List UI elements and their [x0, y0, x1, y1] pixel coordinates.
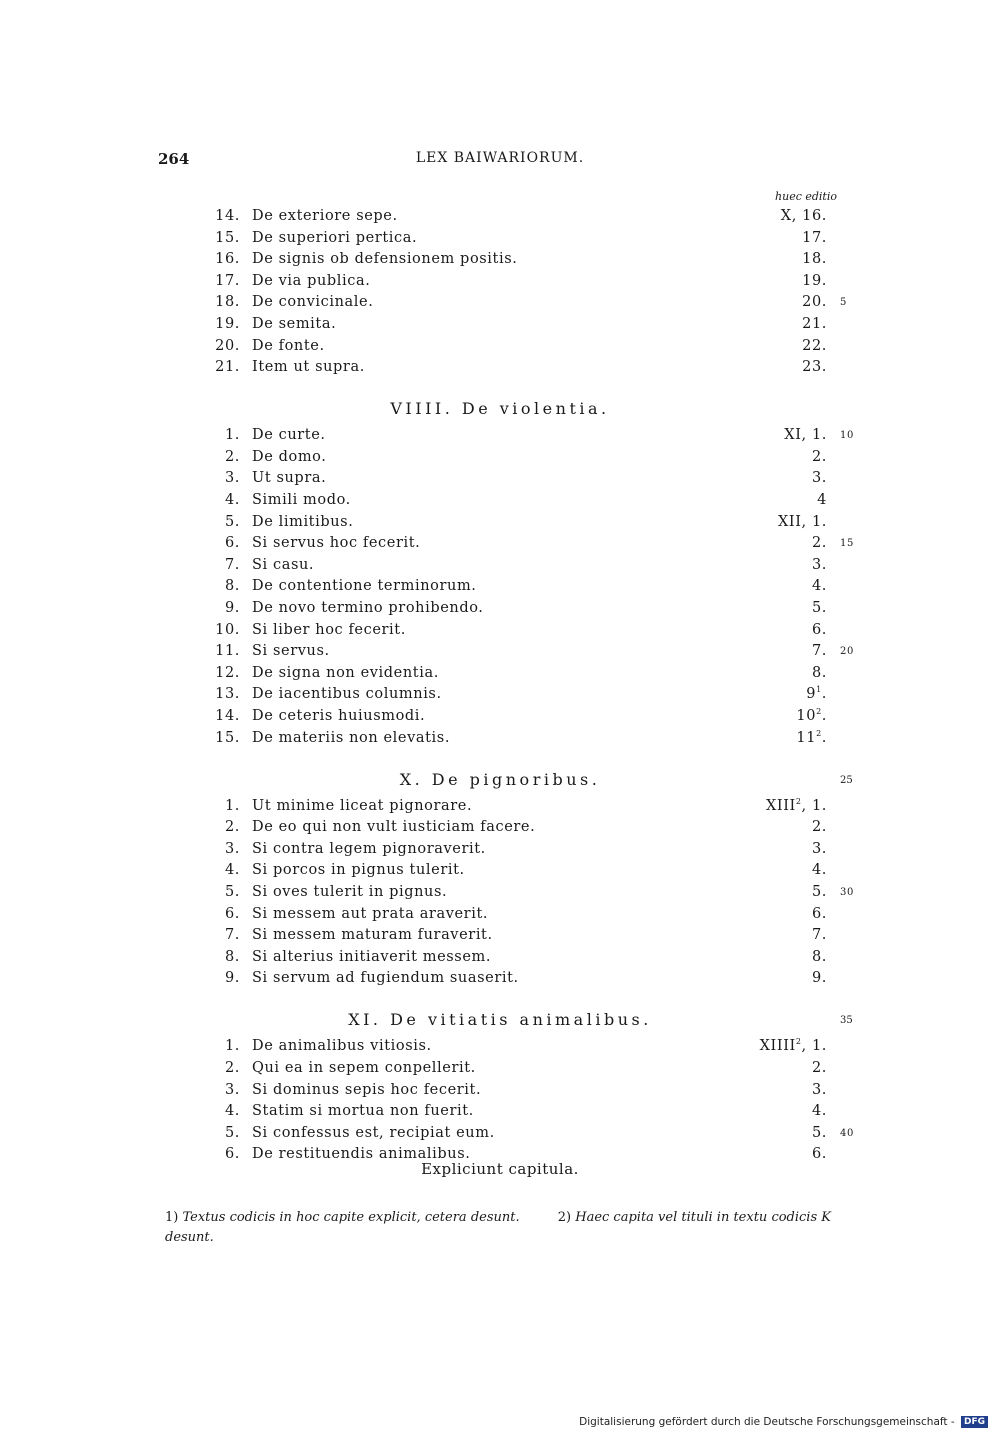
item-number: 15. [215, 229, 240, 246]
item-number: 3. [224, 1081, 240, 1098]
item-title: Si dominus sepis hoc fecerit. [252, 1081, 482, 1098]
list-item [200, 578, 860, 599]
item-reference [720, 578, 827, 594]
list-item [200, 294, 860, 315]
item-title: Si liber hoc fecerit. [252, 621, 406, 638]
reference-value: 21. [802, 316, 827, 332]
item-title: Item ut supra. [252, 359, 365, 376]
list-item [200, 730, 860, 751]
item-title: Si alterius initiaverit messem. [252, 948, 492, 965]
item-reference [720, 600, 827, 616]
item-reference [720, 208, 827, 224]
item-number: 4. [224, 862, 240, 879]
footnotes [165, 1208, 837, 1248]
item-title: Simili modo. [252, 492, 351, 508]
reference-suffix: . [821, 686, 827, 703]
item-title: De via publica. [252, 272, 371, 289]
list-item [200, 1125, 860, 1146]
item-reference [720, 665, 827, 681]
item-number: 6. [224, 535, 240, 552]
line-number: 25 [840, 774, 853, 786]
item-reference [720, 316, 827, 332]
list-item [200, 449, 860, 470]
item-number: 10. [215, 621, 240, 638]
item-title: De convicinale. [252, 294, 374, 311]
reference-suffix: . [821, 708, 827, 724]
item-title: De domo. [252, 448, 327, 465]
item-number: 3. [224, 840, 240, 857]
list-item [200, 359, 860, 380]
item-title: De contentione terminorum. [252, 578, 477, 595]
item-title: De curte. [252, 427, 326, 444]
reference-value: 5. [811, 884, 827, 900]
list-item [200, 798, 860, 819]
reference-value: 4. [811, 578, 827, 595]
footnote-reference: 2 [795, 796, 802, 806]
item-title: De signa non evidentia. [252, 664, 439, 681]
item-number: 13. [215, 686, 240, 703]
list-item [200, 1060, 860, 1081]
reference-value: 8. [811, 664, 827, 681]
reference-value: 4 [817, 492, 827, 508]
list-item [200, 492, 860, 513]
item-reference [720, 884, 827, 900]
reference-value: 3. [811, 1081, 827, 1098]
item-reference [720, 1103, 827, 1119]
list-item [200, 884, 860, 905]
item-reference [720, 622, 827, 638]
item-title: De signis ob defensionem positis. [252, 251, 518, 268]
item-reference [720, 927, 827, 943]
item-number: 1. [224, 1038, 240, 1055]
reference-value: 5. [811, 600, 827, 616]
item-title: De eo qui non vult iusticiam facere. [252, 819, 536, 836]
item-title: Si confessus est, recipiat eum. [252, 1124, 495, 1141]
reference-value: 2. [811, 819, 827, 836]
list-item [200, 600, 860, 621]
item-title: Si contra legem pignoraverit. [252, 840, 486, 857]
reference-value: 3. [811, 556, 827, 573]
list-item [200, 1038, 860, 1059]
item-number: 2. [224, 819, 240, 836]
item-number: 8. [224, 948, 240, 965]
reference-value: 18. [802, 251, 827, 268]
item-title: De novo termino prohibendo. [252, 600, 484, 616]
item-number: 1. [224, 427, 240, 444]
item-number: 8. [224, 578, 240, 595]
item-reference [720, 230, 827, 246]
reference-value: 3. [811, 470, 827, 487]
item-reference [720, 449, 827, 465]
item-reference [720, 1038, 827, 1054]
item-reference [720, 492, 827, 508]
reference-value: 17. [802, 229, 827, 246]
item-reference [720, 819, 827, 835]
item-reference [720, 557, 827, 573]
list-item [200, 906, 860, 927]
reference-value: 7. [811, 643, 827, 660]
list-item [200, 273, 860, 294]
item-reference [720, 359, 827, 375]
item-reference [720, 686, 827, 702]
item-title: Statim si mortua non fuerit. [252, 1103, 474, 1120]
item-number: 9. [224, 970, 240, 987]
reference-value: XI, 1. [784, 427, 827, 444]
reference-value: 6. [811, 905, 827, 922]
item-title: Ut minime liceat pignorare. [252, 797, 473, 814]
footnote-reference: 2 [816, 707, 822, 717]
footnote-text: Haec capita vel tituli in textu codicis K desunt. [165, 1210, 831, 1245]
item-number: 5. [224, 884, 240, 900]
reference-value: XIIII [759, 1038, 796, 1055]
item-title: De superiori pertica. [252, 229, 418, 246]
item-reference [720, 949, 827, 965]
item-number: 4. [224, 1103, 240, 1120]
list-item [200, 316, 860, 337]
item-number: 3. [224, 470, 240, 487]
item-reference [720, 251, 827, 267]
section-heading: VIIII. De violentia. [390, 399, 610, 419]
item-reference [720, 906, 827, 922]
list-item [200, 1103, 860, 1124]
list-item [200, 230, 860, 251]
reference-value: 2. [811, 448, 827, 465]
item-reference [720, 730, 827, 746]
item-number: 1. [224, 797, 240, 814]
item-reference [720, 708, 827, 724]
item-reference [720, 841, 827, 857]
line-number: 20 [840, 646, 854, 658]
reference-value: 19. [802, 272, 827, 289]
item-number: 18. [215, 294, 240, 311]
line-number: 10 [840, 430, 854, 442]
reference-value: 6. [811, 1146, 827, 1163]
reference-value: 8. [811, 948, 827, 965]
item-reference [720, 427, 827, 443]
list-item [200, 338, 860, 359]
list-item [200, 970, 860, 991]
line-number: 5 [840, 297, 847, 309]
item-reference [720, 798, 827, 814]
running-title: LEX BAIWARIORUM. [415, 150, 585, 166]
item-number: 6. [224, 1146, 240, 1163]
item-title: Si casu. [252, 556, 315, 573]
item-reference [720, 1125, 827, 1141]
line-number: 15 [840, 538, 854, 550]
credit-text: Digitalisierung gefördert durch die Deutsche Forschungsgemeinschaft - [579, 1416, 955, 1428]
item-title: Si servus hoc fecerit. [252, 535, 421, 552]
item-reference [720, 294, 827, 310]
list-item [200, 622, 860, 643]
item-number: 20. [215, 337, 240, 354]
item-number: 7. [224, 927, 240, 944]
item-title: De restituendis animalibus. [252, 1146, 471, 1163]
list-item [200, 427, 860, 448]
item-reference [720, 338, 827, 354]
item-reference [720, 1082, 827, 1098]
line-number: 40 [840, 1127, 854, 1139]
item-number: 2. [224, 1060, 240, 1076]
list-item [200, 557, 860, 578]
item-number: 11. [215, 643, 240, 660]
item-number: 19. [215, 316, 240, 332]
reference-value: 7. [811, 927, 827, 944]
item-title: De exteriore sepe. [252, 208, 398, 224]
item-title: Qui ea in sepem conpellerit. [252, 1060, 476, 1076]
digitization-credit [579, 1416, 988, 1428]
item-title: De materiis non elevatis. [252, 729, 451, 746]
list-item [200, 514, 860, 535]
reference-value: 2. [811, 1060, 827, 1076]
item-number: 6. [224, 905, 240, 922]
list-item [200, 470, 860, 491]
list-item [200, 708, 860, 729]
item-title: De fonte. [252, 337, 325, 354]
item-number: 15. [215, 729, 240, 746]
reference-value: 3. [811, 840, 827, 857]
list-item [200, 208, 860, 229]
list-item [200, 949, 860, 970]
list-item [200, 1082, 860, 1103]
list-item [200, 643, 860, 664]
item-number: 21. [215, 359, 240, 376]
list-item [200, 535, 860, 556]
reference-value: 9. [811, 970, 827, 987]
item-title: Si oves tulerit in pignus. [252, 884, 448, 900]
reference-suffix: . [821, 729, 827, 746]
item-number: 5. [224, 513, 240, 530]
item-number: 4. [224, 492, 240, 508]
reference-suffix: , 1. [801, 1038, 827, 1055]
item-title: Si servus. [252, 643, 330, 660]
reference-value: 10 [796, 708, 817, 724]
footnote-1 [165, 1210, 524, 1225]
list-item [200, 927, 860, 948]
item-title: De ceteris huiusmodi. [252, 708, 426, 724]
list-item [200, 862, 860, 883]
item-reference [720, 470, 827, 486]
footnote-reference: 2 [795, 1037, 802, 1047]
list-item [200, 841, 860, 862]
item-title: De iacentibus columnis. [252, 686, 442, 703]
item-reference [720, 535, 827, 551]
item-title: De animalibus vitiosis. [252, 1038, 432, 1055]
item-reference [720, 1060, 827, 1076]
item-title: Si messem maturam furaverit. [252, 927, 493, 944]
reference-value: 11 [796, 729, 817, 746]
list-item [200, 819, 860, 840]
reference-value: 2. [811, 535, 827, 552]
item-reference [720, 970, 827, 986]
column-header: huec editio [775, 190, 837, 203]
list-item [200, 251, 860, 272]
item-reference [720, 862, 827, 878]
reference-value: X, 16. [780, 208, 827, 224]
section-heading: XI. De vitiatis animalibus. [348, 1010, 652, 1030]
reference-value: 20. [802, 294, 827, 311]
item-number: 17. [215, 272, 240, 289]
item-number: 5. [224, 1124, 240, 1141]
reference-value: XII, 1. [777, 513, 827, 530]
reference-suffix: , 1. [801, 797, 827, 814]
list-item [200, 686, 860, 707]
reference-value: XIII [765, 797, 796, 814]
line-number: 35 [840, 1015, 853, 1027]
footnote-text: Textus codicis in hoc capite explicit, cetera desunt. [182, 1210, 520, 1225]
reference-value: 22. [802, 337, 827, 354]
item-title: Si porcos in pignus tulerit. [252, 862, 465, 879]
item-title: Si messem aut prata araverit. [252, 905, 489, 922]
item-number: 12. [215, 664, 240, 681]
item-number: 7. [224, 556, 240, 573]
item-number: 2. [224, 448, 240, 465]
dfg-logo: DFG [961, 1416, 988, 1428]
item-number: 14. [215, 708, 240, 724]
footnote-marker: 1) [165, 1210, 179, 1225]
footnote-marker: 2) [557, 1210, 572, 1225]
list-item [200, 665, 860, 686]
item-reference [720, 514, 827, 530]
footnote-reference: 1 [816, 685, 822, 695]
item-title: De limitibus. [252, 513, 354, 530]
section-heading: X. De pignoribus. [399, 769, 601, 789]
line-number: 30 [840, 887, 854, 898]
page-number: 264 [158, 150, 190, 168]
item-title: De semita. [252, 316, 337, 332]
item-title: Si servum ad fugiendum suaserit. [252, 970, 519, 987]
item-number: 14. [215, 208, 240, 224]
item-number: 9. [224, 600, 240, 616]
reference-value: 23. [802, 359, 827, 376]
item-reference [720, 273, 827, 289]
reference-value: 6. [811, 621, 827, 638]
item-title: Ut supra. [252, 470, 327, 487]
reference-value: 9 [806, 686, 817, 703]
explicit-line: Expliciunt capitula. [421, 1160, 579, 1178]
footnote-reference: 2 [816, 728, 822, 738]
reference-value: 4. [811, 1103, 827, 1120]
item-number: 16. [215, 251, 240, 268]
reference-value: 5. [811, 1124, 827, 1141]
reference-value: 4. [811, 862, 827, 879]
item-reference [720, 643, 827, 659]
